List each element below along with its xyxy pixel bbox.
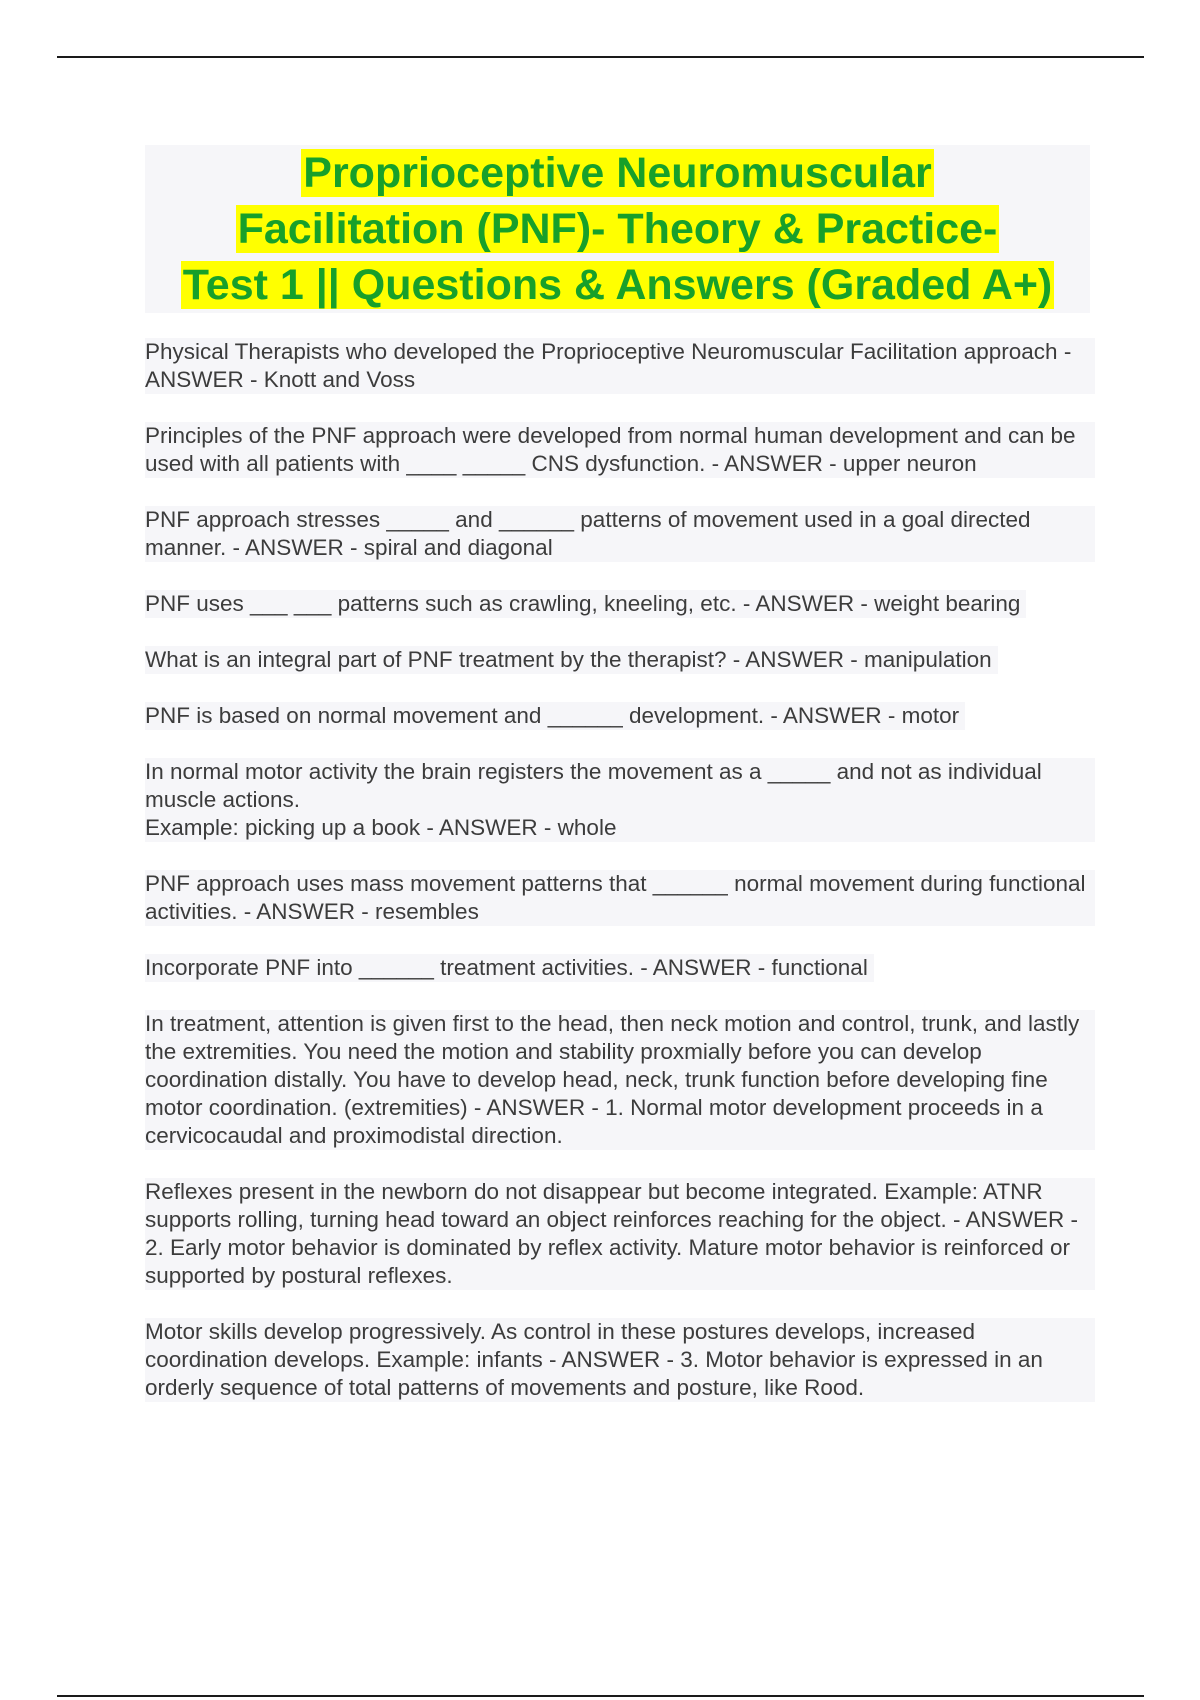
title-line-3: Test 1 || Questions & Answers (Graded A+) <box>182 261 1053 309</box>
title-line-1: Proprioceptive Neuromuscular <box>303 149 932 197</box>
qa-list <box>145 338 1095 1430</box>
qa-item: What is an integral part of PNF treatment by the therapist? - ANSWER - manipulation <box>145 646 998 674</box>
qa-item: PNF is based on normal movement and ______ development. - ANSWER - motor <box>145 702 965 730</box>
qa-item: PNF approach uses mass movement patterns that ______ normal movement during functional activities. - ANSWER - resembles <box>145 870 1095 926</box>
qa-item: In normal motor activity the brain registers the movement as a _____ and not as individual muscle actions. Example: picking up a book - ANSWER - whole <box>145 758 1095 842</box>
qa-item: PNF approach stresses _____ and ______ patterns of movement used in a goal directed manner. - ANSWER - spiral and diagonal <box>145 506 1095 562</box>
qa-item: Principles of the PNF approach were developed from normal human development and can be used with all patients with ____ _____ CNS dysfunction. - ANSWER - upper neuron <box>145 422 1095 478</box>
qa-item: In treatment, attention is given first to the head, then neck motion and control, trunk, and lastly the extremities. You need the motion and stability proxmially before you can develop coordination distally. You have to develop head, neck, trunk function before developing fine motor coordination. (extremities) - ANSWER - 1. Normal motor development proceeds in a cervicocaudal and proximodistal direction. <box>145 1010 1095 1150</box>
qa-item: Physical Therapists who developed the Proprioceptive Neuromuscular Facilitation approach - ANSWER - Knott and Voss <box>145 338 1095 394</box>
top-rule <box>57 56 1144 58</box>
bottom-rule <box>57 1695 1144 1697</box>
qa-item: PNF uses ___ ___ patterns such as crawling, kneeling, etc. - ANSWER - weight bearing <box>145 590 1026 618</box>
document-title <box>145 145 1090 313</box>
qa-item: Reflexes present in the newborn do not disappear but become integrated. Example: ATNR supports rolling, turning head toward an object reinforces reaching for the object. - ANSWER - 2. Early motor behavior is dominated by reflex activity. Mature motor behavior is reinforced or supported by postural reflexes. <box>145 1178 1095 1290</box>
title-block <box>145 145 1090 313</box>
title-line-2: Facilitation (PNF)- Theory & Practice- <box>237 205 998 253</box>
qa-item: Motor skills develop progressively. As control in these postures develops, increased coordination develops. Example: infants - ANSWER - 3. Motor behavior is expressed in an orderly sequence of total patterns of movements and posture, like Rood. <box>145 1318 1095 1402</box>
qa-item: Incorporate PNF into ______ treatment activities. - ANSWER - functional <box>145 954 874 982</box>
